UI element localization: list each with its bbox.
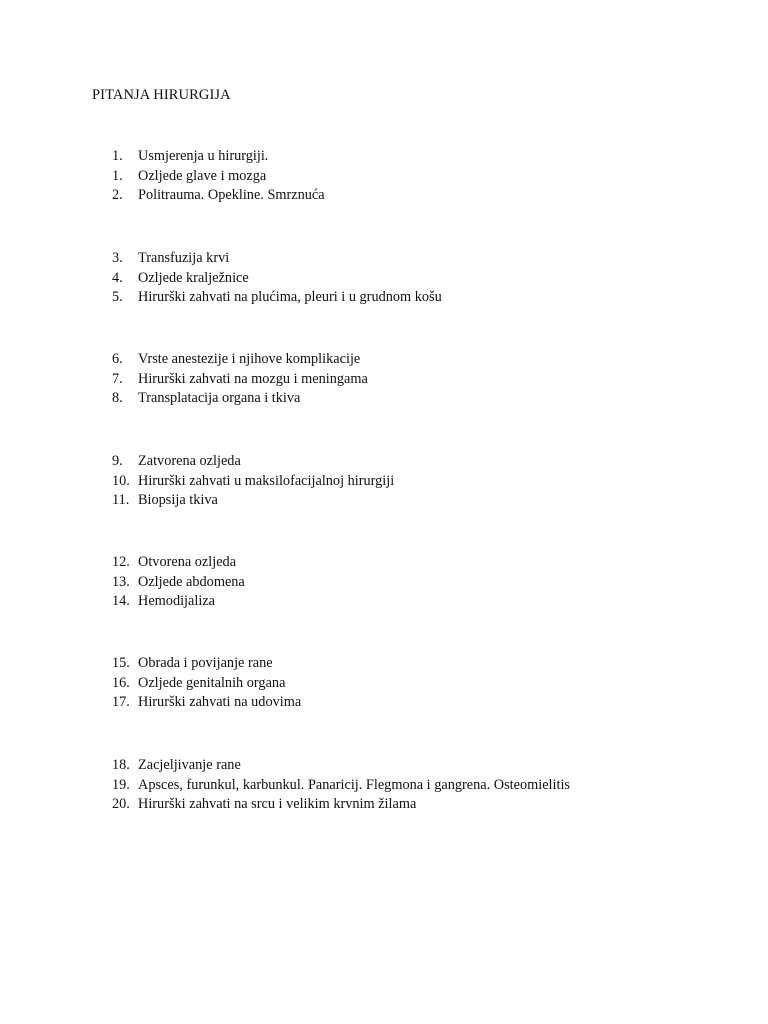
item-text: Hirurški zahvati na mozgu i meningama [138,370,368,387]
question-group [112,249,712,308]
item-text: Ozljede abdomena [138,573,245,590]
item-text: Apsces, furunkul, karbunkul. Panaricij. Flegmona i gangrena. Osteomielitis [138,776,570,793]
item-number: 7. [112,370,123,387]
item-text: Zacjeljivanje rane [138,757,241,773]
item-text: Hirurški zahvati u maksilofacijalnoj hirurgiji [138,472,395,489]
item-number: 15. [112,655,130,671]
item-text: Hirurški zahvati na plućima, pleuri i u grudnom košu [138,289,442,306]
list-item [112,573,712,593]
list-item [112,472,712,492]
question-group [112,553,712,612]
item-number: 9. [112,453,123,469]
item-text: Ozljede kralježnice [138,269,249,286]
item-number: 19. [112,776,130,793]
list-item [112,491,712,511]
item-text: Obrada i povijanje rane [138,655,273,671]
item-number: 17. [112,694,130,711]
item-text: Hirurški zahvati na udovima [138,694,302,711]
item-number: 20. [112,796,130,813]
question-group [112,452,712,511]
list-item [112,288,712,308]
item-text: Hemodijaliza [138,593,216,610]
item-number: 6. [112,351,123,367]
item-text: Ozljede glave i mozga [138,167,267,184]
item-number: 13. [112,573,130,590]
item-number: 4. [112,269,123,286]
list-item [112,147,712,167]
list-item [112,795,712,815]
item-text: Transplatacija organa i tkiva [138,390,301,407]
item-number: 8. [112,390,123,407]
item-number: 16. [112,674,130,691]
item-text: Transfuzija krvi [138,250,230,266]
list-item [112,654,712,674]
item-number: 5. [112,289,123,306]
list-item [112,370,712,390]
item-number: 10. [112,472,130,489]
item-number: 18. [112,757,130,773]
item-text: Politrauma. Opekline. Smrznuća [138,187,325,204]
item-text: Ozljede genitalnih organa [138,674,286,691]
item-number: 12. [112,554,130,570]
list-item [112,186,712,206]
item-text: Biopsija tkiva [138,492,218,509]
list-item [112,693,712,713]
list-item [112,553,712,573]
item-number: 1. [112,148,123,164]
question-group [112,350,712,409]
item-number: 1. [112,167,123,184]
item-text: Otvorena ozljeda [138,554,237,570]
list-item [112,167,712,187]
question-group [112,654,712,713]
item-number: 2. [112,187,123,204]
list-item [112,249,712,269]
list-item [112,350,712,370]
question-group [112,147,712,206]
item-number: 3. [112,250,123,266]
item-text: Zatvorena ozljeda [138,453,241,469]
item-text: Vrste anestezije i njihove komplikacije [138,351,361,367]
item-number: 14. [112,593,130,610]
list-item [112,452,712,472]
item-number: 11. [112,492,130,509]
list-item [112,756,712,776]
list-item [112,776,712,796]
list-item [112,674,712,694]
list-item [112,592,712,612]
question-group [112,756,712,815]
item-text: Hirurški zahvati na srcu i velikim krvnim žilama [138,796,417,813]
list-item [112,269,712,289]
list-item [112,389,712,409]
item-text: Usmjerenja u hirurgiji. [138,148,269,164]
page-title: PITANJA HIRURGIJA [92,87,231,103]
